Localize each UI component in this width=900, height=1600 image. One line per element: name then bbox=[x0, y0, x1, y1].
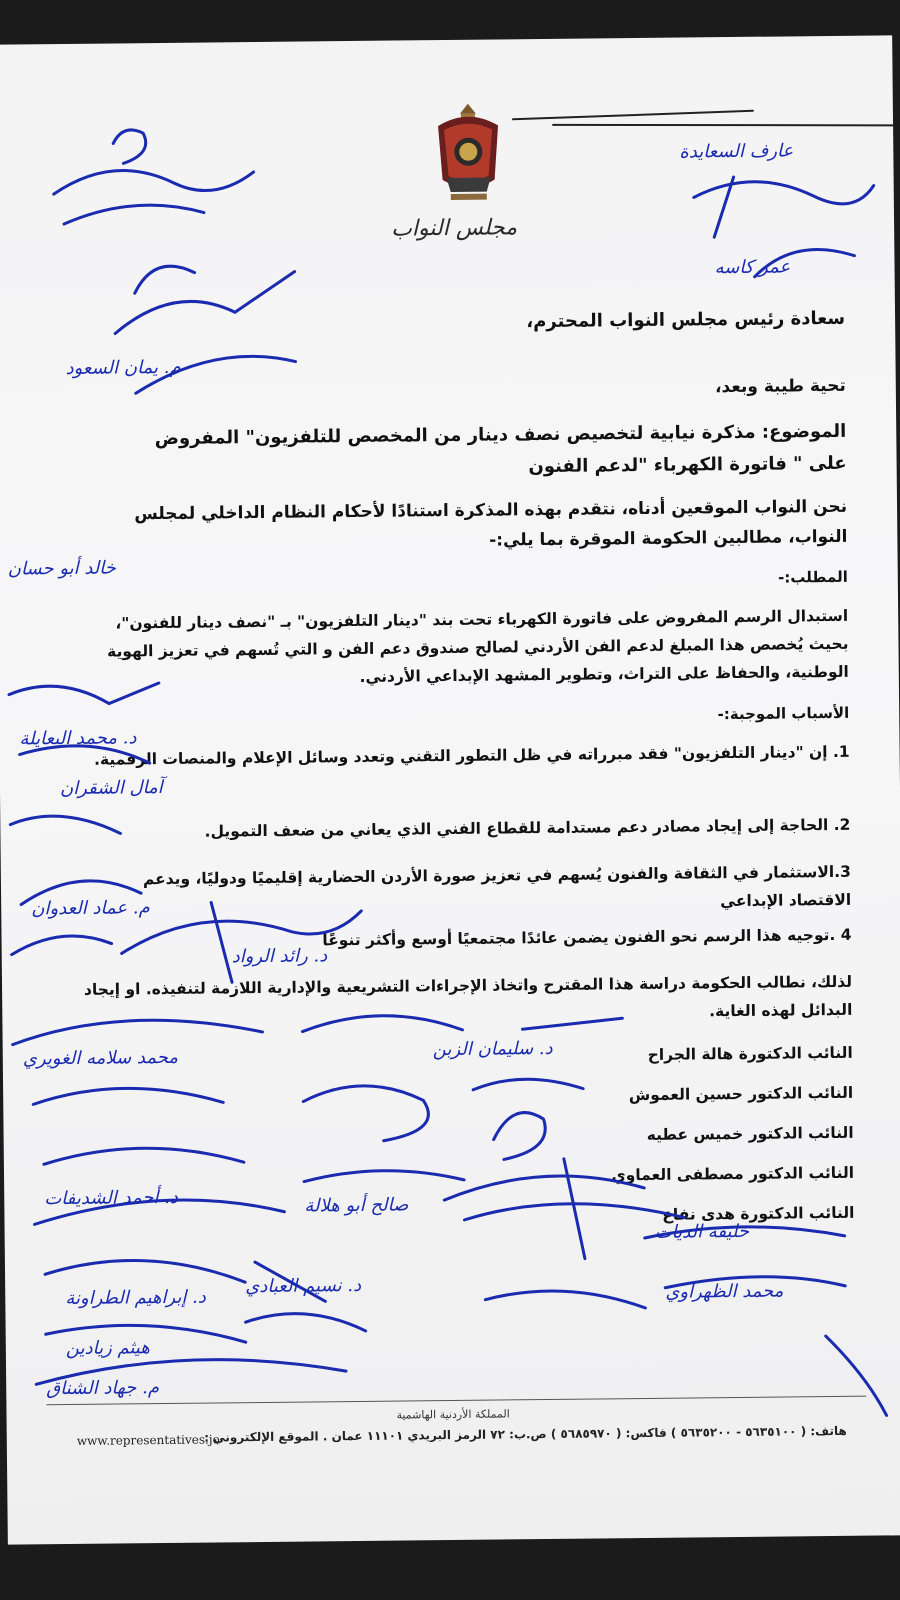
reasons-heading: الأسباب الموجبة:- bbox=[717, 703, 850, 724]
footer-contact: هاتف: ( ٥٦٣٥١٠٠ - ٥٦٣٥٢٠٠ ) فاكس: ( ٥٦٨٥٩٧٠ ) ص.ب: ٧٢ الرمز البريدي ١١١٠١ عمان . الموقع الإلكتروني : bbox=[204, 1423, 847, 1445]
signature-text: هيثم زيادين bbox=[65, 1337, 150, 1360]
reason-2: 2. الحاجة إلى إيجاد مصادر دعم مستدامة للقطاع الفني الذي يعاني من ضعف التمويل. bbox=[204, 815, 851, 841]
reason-1: 1. إن "دينار التلفزيون" فقد مبرراته في ظل التطور التقني وتعدد وسائل الإعلام والمنصات الرقمية. bbox=[93, 742, 850, 769]
addressee: سعادة رئيس مجلس النواب المحترم، bbox=[526, 307, 846, 333]
signature-text: د. إبراهيم الطراونة bbox=[65, 1286, 206, 1310]
signature-text: م. جهاد الشناق bbox=[46, 1377, 160, 1400]
signature-text: خالد أبو حسان bbox=[7, 557, 116, 580]
signature-text: محمد سلامه الغويري bbox=[22, 1046, 179, 1070]
signature-text: د. نسيم العبادي bbox=[245, 1274, 362, 1298]
mp-name: النائب الدكتور مصطفى العماوي bbox=[611, 1163, 855, 1185]
signature-text: خليفة الديات bbox=[654, 1220, 750, 1243]
signature-text: م. عماد العدوان bbox=[31, 897, 150, 920]
signature-text: د. سليمان الزبن bbox=[432, 1037, 553, 1061]
footer-kingdom: المملكة الأردنية الهاشمية bbox=[396, 1407, 510, 1422]
greeting: تحية طيبة وبعد، bbox=[714, 375, 846, 398]
subject-line: الموضوع: مذكرة نيابية لتخصيص نصف دينار من المخصص للتلفزيون" المفروض على " فاتورة الكهرباء "لدعم الفنون bbox=[154, 420, 847, 478]
signature-text: عمر كاسه bbox=[714, 256, 791, 279]
signature-text: عارف السعايدة bbox=[679, 140, 794, 163]
signature-text: د. محمد البعايلة bbox=[19, 727, 137, 750]
reason-3: 3.الاستثمار في الثقافة والفنون يُسهم في تعزيز صورة الأردن الحضارية إقليميًا ودوليًا، ويدعم الاقتصاد الإبداعي bbox=[142, 862, 852, 911]
signature-text: آمال الشقران bbox=[59, 777, 163, 800]
signature-text: د. رائد الرواد bbox=[231, 945, 328, 968]
signature-text: م. يمان السعود bbox=[65, 356, 181, 380]
parliament-name: مجلس النواب bbox=[391, 215, 518, 242]
reason-4: 4 .توجيه هذا الرسم نحو الفنون يضمن عائدًا مجتمعيًا أوسع وأكثر تنوعًا bbox=[322, 925, 852, 950]
mp-name: النائب الدكتور حسين العموش bbox=[628, 1083, 854, 1105]
request-heading: المطلب:- bbox=[778, 567, 848, 587]
footer-website: www.representatives.jo bbox=[76, 1432, 220, 1448]
mp-name: النائب الدكتور خميس عطيه bbox=[646, 1123, 854, 1144]
mp-name: النائب الدكتورة هالة الجراح bbox=[647, 1043, 853, 1064]
signature-text: د. أحمد الشديفات bbox=[44, 1186, 179, 1210]
request-body: استبدال الرسم المفروض على فاتورة الكهرباء تحت بند "دينار التلفزيون" بـ "نصف دينار للفنون"، بحيث يُخصص هذا المبلغ لدعم الفن الأردني لصالح صندوق دعم الفن و التي تُسهم في تعزيز الهوية الوطنية، والحفاظ على التراث، وتطوير المشهد الإبداعي الأردني. bbox=[107, 606, 849, 686]
handwritten-signatures bbox=[0, 35, 900, 1544]
intro-paragraph: نحن النواب الموقعين أدناه، نتقدم بهذه المذكرة استنادًا لأحكام النظام الداخلي لمجلس النواب، مطالبين الحكومة الموقرة بما يلي:- bbox=[134, 496, 848, 551]
signature-text: محمد الظهراوي bbox=[665, 1280, 784, 1303]
conclusion: لذلك، نطالب الحكومة دراسة هذا المقترح واتخاذ الإجراءات التشريعية والإدارية اللازمة لتنفيذه. او إيجاد البدائل لهذه الغاية. bbox=[83, 972, 853, 1021]
letter-page bbox=[0, 35, 900, 1544]
mp-name: النائب الدكتورة هدى نفاع bbox=[662, 1203, 855, 1224]
signature-text: صالح أبو هلالة bbox=[304, 1194, 409, 1217]
